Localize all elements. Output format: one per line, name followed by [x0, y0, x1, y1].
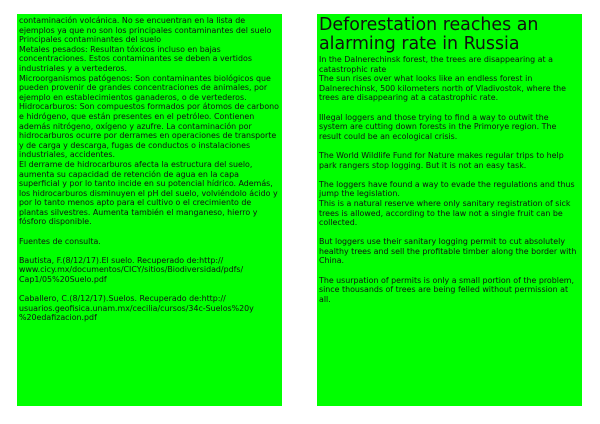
article-body-text: In the Dalnerechinsk forest, the trees are disappearing at a catastrophic rate The sun rises over what looks like an endless forest in Dalnerechinsk, 500 kilometers north of Vladivostok, where the trees are disappearing at a catastrophic rate. Illegal loggers and those trying to find a way to outwit the system are cutting down forests in the Primorye region. The result could be an ecological crisis. The World Wildlife Fund for Nature makes regular trips to help park rangers stop logging. But it is not an easy task. The loggers have found a way to evade the regulations and thus jump the legislation. This is a natural reserve where only sanitary registration of sick trees is allowed, according to the law not a single fruit can be collected. But loggers use their sanitary logging permit to cut absolutely healthy trees and sell the profitable timber along the border with China. The usurpation of permits is only a small portion of the problem, since thousands of trees are being felled without permission at all.	[319, 55, 577, 304]
left-document-page	[17, 14, 282, 406]
left-page-body-text: contaminación volcánica. No se encuentran en la lista de ejemplos ya que no son los principales contaminantes del suelo Principales contaminantes del suelo Metales pesados: Resultan tóxicos incluso en bajas concentraciones. Estos contaminantes se deben a vertidos industriales y a vertederos. Microorganismos patógenos: Son contaminantes biológicos que pueden provenir de grandes concentraciones de animales, por ejemplo en establecimientos ganaderos, o de vertederos. Hidrocarburos: Son compuestos formados por átomos de carbono e hidrógeno, que están presentes en el petróleo. Contienen además nitrógeno, oxígeno y azufre. La contaminación por hidrocarburos ocurre por derrames en operaciones de transporte y de carga y descarga, fugas de conductos o instalaciones industriales, accidentes. El derrame de hidrocarburos afecta la estructura del suelo, aumenta su capacidad de retención de agua en la capa superficial y por lo tanto incide en su potencial hídrico. Además, los hidrocarburos disminuyen el pH del suelo, volviéndolo ácido y por lo tanto menos apto para el cultivo o el crecimiento de plantas silvestres. Aumenta también el manganeso, hierro y fósforo disponible. Fuentes de consulta. Bautista, F.(8/12/17).El suelo. Recuperado de:http:// www.cicy.mx/documentos/CICY/sitios/Biodiversidad/pdfs/ Cap1/05%20Suelo.pdf Caballero, C.(8/12/17).Suelos. Recuperado de:http:// usuarios.geofisica.unam.mx/cecilia/cursos/34c-Suelos%20y %20edafizacion.pdf	[19, 16, 279, 323]
right-document-page	[317, 14, 582, 406]
article-title: Deforestation reaches an alarming rate in Russia	[319, 15, 539, 54]
